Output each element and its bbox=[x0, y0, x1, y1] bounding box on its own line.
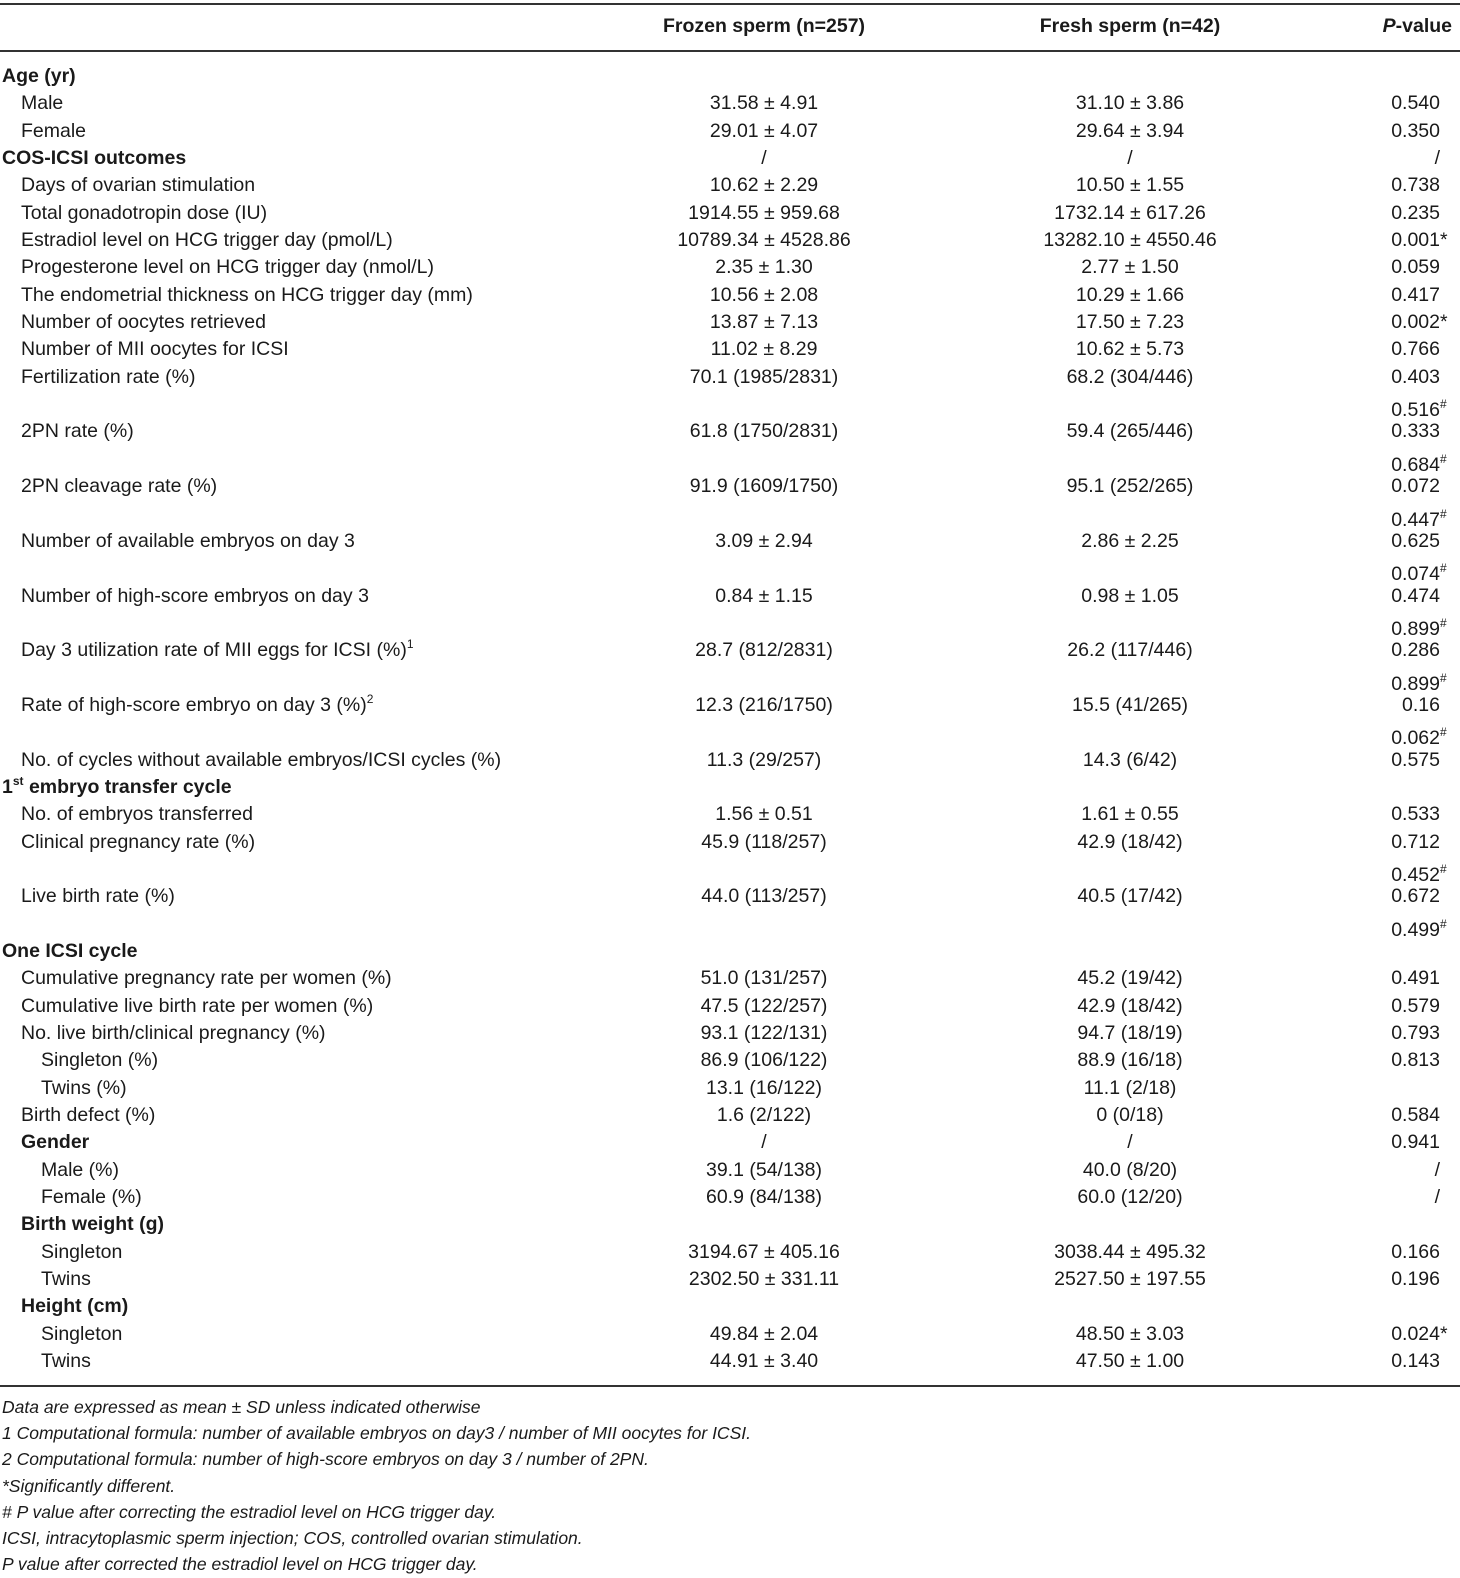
row-label: 2PN rate (%) bbox=[21, 420, 134, 443]
fresh-sperm-value: 13282.10 ± 4550.46 bbox=[1043, 229, 1217, 252]
fresh-sperm-value: 2527.50 ± 197.55 bbox=[1054, 1268, 1206, 1291]
fresh-sperm-value: 31.10 ± 3.86 bbox=[1075, 92, 1185, 115]
fresh-sperm-value: 45.2 (19/42) bbox=[1077, 967, 1183, 990]
table-row bbox=[0, 610, 1460, 640]
table-footnotes bbox=[2, 1394, 751, 1577]
frozen-sperm-value: 29.01 ± 4.07 bbox=[709, 119, 819, 142]
table-row bbox=[0, 583, 1460, 610]
fresh-sperm-value: 17.50 ± 7.23 bbox=[1075, 311, 1185, 334]
fresh-sperm-value: 0 (0/18) bbox=[1096, 1104, 1164, 1127]
table-body bbox=[0, 63, 1460, 1376]
frozen-sperm-value: 49.84 ± 2.04 bbox=[709, 1322, 819, 1345]
table-row bbox=[0, 829, 1460, 856]
table-row bbox=[0, 555, 1460, 586]
row-label: No. live birth/clinical pregnancy (%) bbox=[21, 1022, 326, 1045]
table-bottom-rule bbox=[0, 1385, 1460, 1387]
table-row bbox=[0, 364, 1460, 391]
table-row bbox=[0, 528, 1460, 555]
corrected-marker: # bbox=[1440, 451, 1447, 466]
frozen-sperm-value: 28.7 (812/2831) bbox=[695, 639, 833, 662]
fresh-sperm-value: 15.5 (41/265) bbox=[1071, 693, 1188, 716]
frozen-sperm-value: 3.09 ± 2.94 bbox=[715, 529, 813, 552]
row-label: Birth defect (%) bbox=[21, 1104, 156, 1127]
p-value-cell: 0.575 bbox=[1391, 748, 1440, 771]
p-value-cell: 0.001* bbox=[1391, 229, 1448, 252]
p-value-cell: 0.499# bbox=[1391, 911, 1448, 943]
fresh-sperm-value: 14.3 (6/42) bbox=[1082, 748, 1178, 771]
section-heading: COS-ICSI outcomes bbox=[2, 147, 187, 170]
fresh-sperm-value: 2.77 ± 1.50 bbox=[1081, 256, 1179, 279]
p-value-cell: 0.712 bbox=[1391, 830, 1440, 853]
table-row bbox=[0, 1020, 1460, 1047]
fresh-sperm-value: 94.7 (18/19) bbox=[1077, 1022, 1183, 1045]
row-label: Live birth rate (%) bbox=[21, 885, 175, 908]
section-heading: One ICSI cycle bbox=[2, 940, 138, 962]
frozen-sperm-value: 10.56 ± 2.08 bbox=[709, 283, 819, 306]
p-value-cell: 0.235 bbox=[1391, 201, 1440, 224]
row-label: Days of ovarian stimulation bbox=[21, 174, 256, 197]
fresh-sperm-value: 48.50 ± 3.03 bbox=[1075, 1322, 1185, 1345]
frozen-sperm-value: 10789.34 ± 4528.86 bbox=[677, 229, 851, 252]
table-row bbox=[0, 227, 1460, 254]
frozen-sperm-value: 91.9 (1609/1750) bbox=[689, 475, 839, 498]
fresh-sperm-value: 95.1 (252/265) bbox=[1066, 475, 1194, 498]
p-value-cell: 0.899# bbox=[1391, 665, 1448, 697]
row-label: The endometrial thickness on HCG trigger day (mm) bbox=[21, 283, 473, 306]
table-row bbox=[0, 911, 1460, 941]
p-value-cell: 0.062# bbox=[1391, 719, 1448, 751]
frozen-sperm-value: 0.84 ± 1.15 bbox=[715, 584, 813, 607]
fresh-sperm-value: 3038.44 ± 495.32 bbox=[1054, 1240, 1206, 1263]
fresh-sperm-value: 26.2 (117/446) bbox=[1067, 639, 1193, 662]
frozen-sperm-value: 1.6 (2/122) bbox=[716, 1104, 812, 1127]
row-label: Number of MII oocytes for ICSI bbox=[21, 338, 289, 361]
p-value-cell: / bbox=[1434, 1186, 1440, 1209]
p-value-cell: 0.540 bbox=[1391, 92, 1440, 115]
p-value-cell: 0.074# bbox=[1391, 555, 1448, 587]
p-value-cell bbox=[1440, 1293, 1448, 1319]
fresh-sperm-value: 60.0 (12/20) bbox=[1077, 1186, 1183, 1209]
p-value-cell: 0.196 bbox=[1391, 1268, 1440, 1291]
frozen-sperm-value: 3194.67 ± 405.16 bbox=[688, 1240, 840, 1263]
table-top-rule bbox=[0, 3, 1460, 5]
p-value-cell: 0.447# bbox=[1391, 501, 1448, 533]
row-label: Twins bbox=[41, 1350, 91, 1373]
p-value-suffix: -value bbox=[1395, 15, 1452, 37]
table-row bbox=[0, 1184, 1460, 1211]
section-row bbox=[0, 63, 1460, 90]
fresh-sperm-value: 0.98 ± 1.05 bbox=[1081, 584, 1179, 607]
row-label: Singleton (%) bbox=[41, 1049, 159, 1072]
frozen-sperm-value: 12.3 (216/1750) bbox=[695, 693, 833, 716]
p-value-cell bbox=[1440, 63, 1448, 89]
table-row bbox=[0, 1239, 1460, 1266]
frozen-sperm-value: 86.9 (106/122) bbox=[700, 1049, 828, 1072]
p-value-cell: 0.672 bbox=[1391, 885, 1440, 908]
footnote-line: Data are expressed as mean ± SD unless indicated otherwise bbox=[2, 1397, 481, 1417]
table-row bbox=[0, 965, 1460, 992]
fresh-sperm-value: 10.29 ± 1.66 bbox=[1075, 283, 1185, 306]
p-value-cell: 0.584 bbox=[1391, 1104, 1440, 1127]
p-value-cell: 0.738 bbox=[1391, 174, 1440, 197]
fresh-sperm-value: 1.61 ± 0.55 bbox=[1081, 803, 1179, 826]
corrected-marker: # bbox=[1440, 506, 1447, 521]
fresh-sperm-value: 59.4 (265/446) bbox=[1066, 420, 1194, 443]
corrected-marker: # bbox=[1440, 561, 1447, 576]
row-label: Day 3 utilization rate of MII eggs for ICSI (%)$^1$ bbox=[21, 637, 414, 662]
table-row bbox=[0, 1047, 1460, 1074]
p-value-marker: * bbox=[1440, 311, 1448, 334]
fresh-sperm-value: 29.64 ± 3.94 bbox=[1075, 119, 1185, 142]
footnote-ref: 1 bbox=[406, 637, 414, 652]
row-label: Total gonadotropin dose (IU) bbox=[21, 201, 268, 224]
p-value-cell: 0.533 bbox=[1391, 803, 1440, 826]
frozen-sperm-value: 31.58 ± 4.91 bbox=[709, 92, 819, 115]
column-header-frozen-sperm: Frozen sperm (n=257) bbox=[662, 15, 866, 37]
section-row bbox=[0, 774, 1460, 801]
table-row bbox=[0, 336, 1460, 363]
table-row bbox=[0, 1102, 1460, 1129]
column-header-p-value bbox=[1383, 14, 1452, 38]
table-row bbox=[0, 1157, 1460, 1184]
p-value-cell: 0.417 bbox=[1391, 283, 1440, 306]
fresh-sperm-value: 88.9 (16/18) bbox=[1077, 1049, 1183, 1072]
row-label: Number of high-score embryos on day 3 bbox=[21, 584, 369, 607]
frozen-sperm-value: 1914.55 ± 959.68 bbox=[688, 201, 840, 224]
corrected-marker: # bbox=[1440, 916, 1447, 931]
row-label: Female bbox=[21, 119, 87, 142]
p-value-cell: 0.941 bbox=[1391, 1131, 1440, 1154]
footnote-line: *Significantly different. bbox=[2, 1475, 176, 1496]
frozen-sperm-value: 39.1 (54/138) bbox=[705, 1158, 822, 1181]
p-value-cell: 0.899# bbox=[1391, 610, 1448, 642]
p-value-cell: 0.452# bbox=[1391, 856, 1448, 888]
table-row bbox=[0, 1266, 1460, 1293]
frozen-sperm-value: 2302.50 ± 331.11 bbox=[688, 1268, 840, 1291]
table-row bbox=[0, 118, 1460, 145]
p-value-cell: 0.813 bbox=[1391, 1049, 1440, 1072]
row-label: Twins bbox=[41, 1268, 91, 1291]
row-label: Rate of high-score embryo on day 3 (%)$^2$ bbox=[21, 691, 374, 716]
table-row bbox=[0, 309, 1460, 336]
p-value-cell bbox=[1440, 938, 1448, 964]
table-row bbox=[0, 883, 1460, 910]
row-label: Singleton bbox=[41, 1240, 123, 1263]
frozen-sperm-value: 44.91 ± 3.40 bbox=[709, 1350, 819, 1373]
fresh-sperm-value: 47.50 ± 1.00 bbox=[1075, 1350, 1185, 1373]
row-label: Clinical pregnancy rate (%) bbox=[21, 830, 256, 853]
corrected-marker: # bbox=[1440, 725, 1447, 740]
row-label: Male bbox=[21, 92, 64, 115]
frozen-sperm-value: 1.56 ± 0.51 bbox=[715, 803, 813, 826]
row-label: Progesterone level on HCG trigger day (nmol/L) bbox=[21, 256, 434, 279]
p-value-cell: 0.684# bbox=[1391, 446, 1448, 478]
p-italic: P bbox=[1382, 15, 1396, 37]
frozen-sperm-value: 11.3 (29/257) bbox=[706, 748, 822, 771]
table-row bbox=[0, 665, 1460, 695]
p-value-cell: 0.024* bbox=[1391, 1322, 1448, 1345]
table-row bbox=[0, 200, 1460, 227]
frozen-sperm-value: / bbox=[761, 147, 767, 170]
p-value-cell: 0.491 bbox=[1391, 967, 1440, 990]
p-value-marker: * bbox=[1440, 1322, 1448, 1345]
row-label: Female (%) bbox=[41, 1186, 142, 1209]
frozen-sperm-value: 70.1 (1985/2831) bbox=[689, 365, 839, 388]
frozen-sperm-value: 47.5 (122/257) bbox=[700, 994, 828, 1017]
p-value-cell: 0.002* bbox=[1391, 311, 1448, 334]
table-row bbox=[0, 1348, 1460, 1375]
table-row bbox=[0, 282, 1460, 309]
table-row bbox=[0, 446, 1460, 476]
frozen-sperm-value: 44.0 (113/257) bbox=[701, 885, 827, 908]
frozen-sperm-value: 61.8 (1750/2831) bbox=[689, 420, 839, 443]
frozen-sperm-value: 93.1 (122/131) bbox=[700, 1022, 828, 1045]
section-heading: 1st embryo transfer cycle bbox=[2, 773, 232, 798]
table-row bbox=[0, 637, 1460, 664]
frozen-sperm-value: 2.35 ± 1.30 bbox=[715, 256, 813, 279]
row-label: Twins (%) bbox=[41, 1076, 127, 1099]
footnote-line: P value after corrected the estradiol level on HCG trigger day. bbox=[2, 1554, 478, 1575]
row-label: 2PN cleavage rate (%) bbox=[21, 475, 218, 498]
corrected-marker: # bbox=[1440, 670, 1447, 685]
row-label: Fertilization rate (%) bbox=[21, 365, 196, 388]
footnote-line: # P value after correcting the estradiol level on HCG trigger day. bbox=[2, 1501, 497, 1522]
row-label: Cumulative live birth rate per women (%) bbox=[21, 994, 374, 1017]
fresh-sperm-value: 11.1 (2/18) bbox=[1083, 1076, 1177, 1099]
frozen-sperm-value: 13.87 ± 7.13 bbox=[709, 311, 819, 334]
frozen-sperm-value: 45.9 (118/257) bbox=[701, 830, 827, 853]
header-rule bbox=[0, 50, 1460, 52]
p-value-cell: 0.350 bbox=[1391, 119, 1440, 142]
table-row bbox=[0, 856, 1460, 886]
fresh-sperm-value: / bbox=[1127, 1131, 1133, 1154]
frozen-sperm-value: / bbox=[761, 1131, 767, 1154]
section-heading: Age (yr) bbox=[2, 65, 76, 87]
fresh-sperm-value: 42.9 (18/42) bbox=[1077, 994, 1183, 1017]
p-value-cell: 0.072 bbox=[1391, 475, 1440, 498]
section-heading: Birth weight (g) bbox=[21, 1213, 164, 1236]
fresh-sperm-value: 68.2 (304/446) bbox=[1066, 365, 1194, 388]
section-row bbox=[0, 1129, 1460, 1156]
fresh-sperm-value: 2.86 ± 2.25 bbox=[1081, 529, 1179, 552]
label-superscript: st bbox=[12, 773, 24, 788]
p-value-cell: 0.403 bbox=[1391, 365, 1440, 388]
frozen-sperm-value: 11.02 ± 8.29 bbox=[710, 338, 818, 361]
p-value-cell bbox=[1440, 1075, 1448, 1101]
row-label: No. of embryos transferred bbox=[21, 803, 253, 826]
p-value-cell bbox=[1440, 1211, 1448, 1237]
p-value-cell: 0.516# bbox=[1391, 391, 1448, 423]
section-row bbox=[0, 1293, 1460, 1320]
table-row bbox=[0, 719, 1460, 750]
fresh-sperm-value: 10.50 ± 1.55 bbox=[1075, 174, 1185, 197]
corrected-marker: # bbox=[1440, 397, 1447, 412]
row-label: Male (%) bbox=[41, 1158, 120, 1181]
frozen-sperm-value: 60.9 (84/138) bbox=[705, 1186, 822, 1209]
frozen-sperm-value: 10.62 ± 2.29 bbox=[709, 174, 819, 197]
row-label: Number of oocytes retrieved bbox=[21, 311, 266, 334]
p-value-cell: 0.793 bbox=[1391, 1022, 1440, 1045]
row-label: Cumulative pregnancy rate per women (%) bbox=[21, 967, 392, 990]
p-value-cell: 0.579 bbox=[1391, 994, 1440, 1017]
table-row bbox=[0, 993, 1460, 1020]
table-row bbox=[0, 90, 1460, 117]
table-row bbox=[0, 418, 1460, 445]
p-value-cell: / bbox=[1434, 147, 1440, 170]
p-value-marker: * bbox=[1440, 229, 1448, 252]
corrected-marker: # bbox=[1440, 615, 1447, 630]
corrected-marker: # bbox=[1440, 861, 1447, 876]
p-value-cell: / bbox=[1434, 1158, 1440, 1181]
p-value-cell: 0.625 bbox=[1391, 529, 1440, 552]
table-row bbox=[0, 1321, 1460, 1348]
column-header-fresh-sperm: Fresh sperm (n=42) bbox=[1039, 15, 1221, 37]
table-row bbox=[0, 747, 1460, 774]
footnote-ref: 2 bbox=[366, 691, 374, 706]
row-label: Number of available embryos on day 3 bbox=[21, 529, 355, 552]
table-row bbox=[0, 1075, 1460, 1102]
section-heading: Gender bbox=[21, 1131, 90, 1154]
fresh-sperm-value: 40.0 (8/20) bbox=[1082, 1158, 1178, 1181]
section-row bbox=[0, 938, 1460, 965]
p-value-cell: 0.766 bbox=[1391, 338, 1440, 361]
section-row bbox=[0, 145, 1460, 172]
section-row bbox=[0, 1211, 1460, 1238]
fresh-sperm-value: 40.5 (17/42) bbox=[1077, 885, 1183, 908]
section-heading: Height (cm) bbox=[21, 1295, 129, 1318]
frozen-sperm-value: 13.1 (16/122) bbox=[705, 1076, 822, 1099]
fresh-sperm-value: 10.62 ± 5.73 bbox=[1075, 338, 1185, 361]
p-value-cell: 0.143 bbox=[1391, 1350, 1440, 1373]
table-row bbox=[0, 473, 1460, 500]
footnote-line: ICSI, intracytoplasmic sperm injection; COS, controlled ovarian stimulation. bbox=[2, 1527, 583, 1548]
row-label: Singleton bbox=[41, 1322, 123, 1345]
fresh-sperm-value: 1732.14 ± 617.26 bbox=[1054, 201, 1206, 224]
p-value-cell: 0.333 bbox=[1391, 420, 1440, 443]
p-value-cell: 0.474 bbox=[1391, 584, 1440, 607]
fresh-sperm-value: 42.9 (18/42) bbox=[1077, 830, 1183, 853]
p-value-cell: 0.059 bbox=[1391, 256, 1440, 279]
p-value-cell: 0.16 bbox=[1402, 693, 1440, 716]
p-value-cell bbox=[1440, 774, 1448, 800]
table-row bbox=[0, 692, 1460, 719]
p-value-cell: 0.286 bbox=[1391, 639, 1440, 662]
row-label: Estradiol level on HCG trigger day (pmol/L) bbox=[21, 229, 393, 252]
table-row bbox=[0, 801, 1460, 828]
footnote-line: 2 Computational formula: number of high-score embryos on day 3 / number of 2PN. bbox=[2, 1449, 649, 1470]
table-row bbox=[0, 391, 1460, 422]
footnote-line: 1 Computational formula: number of available embryos on day3 / number of MII oocytes for ICSI. bbox=[2, 1423, 751, 1444]
table-row bbox=[0, 254, 1460, 281]
frozen-sperm-value: 51.0 (131/257) bbox=[700, 967, 828, 990]
p-value-cell: 0.166 bbox=[1391, 1240, 1440, 1263]
table-row bbox=[0, 172, 1460, 199]
row-label: No. of cycles without available embryos/ICSI cycles (%) bbox=[21, 748, 502, 771]
fresh-sperm-value: / bbox=[1127, 147, 1133, 170]
table-row bbox=[0, 501, 1460, 531]
